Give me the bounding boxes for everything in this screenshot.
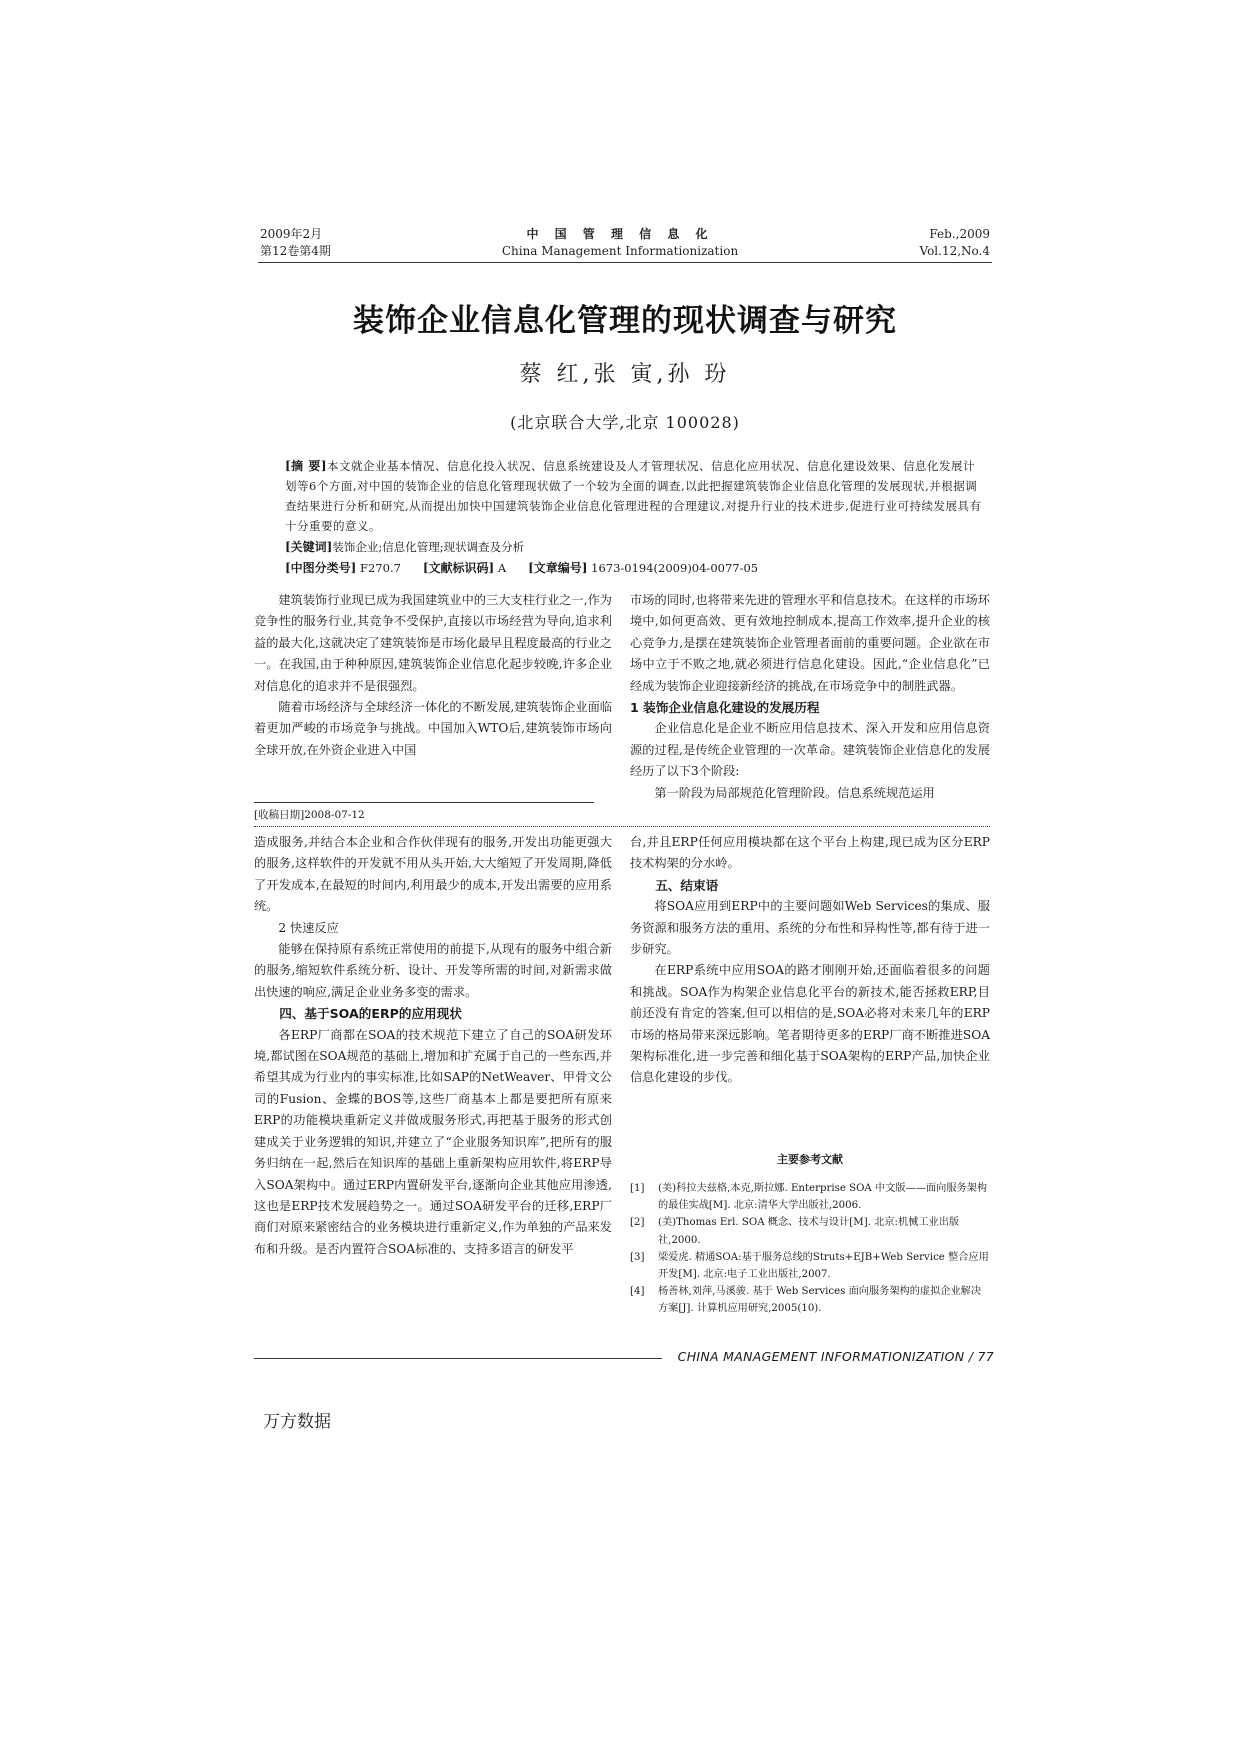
doc-code-value: A [497, 561, 507, 575]
reference-text: (美)Thomas Erl. SOA 概念、技术与设计[M]. 北京:机械工业出版社,2000. [658, 1217, 960, 1246]
section-1-paragraph-1: 企业信息化是企业不断应用信息技术、深入开发和应用信息资源的过程,是传统企业管理的一次革命。建筑装饰企业信息化的发展经历了以下3个阶段: [630, 721, 990, 779]
doc-code-label: [文献标识码] [422, 561, 495, 575]
section-heading-5: 五、结束语 [655, 877, 719, 893]
upper-left-column [254, 590, 612, 761]
header-left [260, 226, 331, 260]
classification-line [285, 558, 985, 578]
reference-item [630, 1283, 990, 1317]
intro-paragraph-3: 市场的同时,也将带来先进的管理水平和信息技术。在这样的市场环境中,如何更高效、更有效地控制成本,提高工作效率,提升企业的核心竞争力,是摆在建筑装饰企业管理者面前的重要问题。企业欲在市场中立于不败之地,就必须进行信息化建设。因此,“企业信息化”已经成为装饰企业迎接新经济的挑战,在市场竞争中的制胜武器。 [630, 593, 990, 693]
header-date: 2009年2月 [260, 227, 323, 241]
lower-right-column [630, 832, 990, 1089]
reference-number: [1] [630, 1183, 645, 1194]
reference-item [630, 1249, 990, 1283]
reference-number: [3] [630, 1251, 645, 1263]
paper-authors: 蔡 红,张 寅,孙 玢 [519, 362, 731, 387]
reference-text: 杨善林,刘萍,马溪骏. 基于 Web Services 面向服务架构的虚拟企业解决方案[J]. 计算机应用研究,2005(10). [658, 1286, 982, 1315]
abstract-text: 本文就企业基本情况、信息化投入状况、信息系统建设及人才管理状况、信息化应用状况、信息化建设效果、信息化发展计划等6个方面,对中国的装饰企业的信息化管理现状做了一个较为全面的调查,以此把握建筑装饰企业信息化管理的发展现状,并根据调查结果进行分析和研究,从而提出加快中国建筑装饰企业信息化管理进程的合理建议,对提升行业的技术进步,促进行业可持续发展具有十分重要的意义。 [285, 459, 982, 533]
references-list [630, 1180, 990, 1318]
page-footer [664, 1349, 994, 1364]
lower-left-column [254, 832, 612, 1260]
section-4-paragraph: 各ERP厂商都在SOA的技术规范下建立了自己的SOA研发环境,都试图在SOA规范的基础上,增加和扩充属于自己的一些东西,并希望其成为行业内的事实标准,比如SAP的NetWeaver、甲骨文公司的Fusion、金蝶的BOS等,这些厂商基本上都是要把所有原来ERP的功能模块重新定义并做成服务形式,再把基于服务的形式创建成关于业务逻辑的知识,并建立了“企业服务知识库”,把所有的服务归纳在一起,然后在知识库的基础上重新架构应用软件,将ERP导入SOA架构中。通过ERP内置研发平台,逐渐向企业其他应用渗透,这也是ERP技术发展趋势之一。通过SOA研发平台的迁移,ERP厂商们对原来紧密结合的业务模块进行重新定义,作为单独的产品来发布和升级。是否内置符合SOA标准的、支持多语言的研发平 [254, 1027, 612, 1256]
header-right [800, 226, 990, 260]
section-heading-1: 1 装饰企业信息化建设的发展历程 [630, 700, 820, 716]
keywords [285, 537, 985, 557]
reference-text: 梁爱虎. 精通SOA:基于服务总线的Struts+EJB+Web Service 整合应用开发[M]. 北京:电子工业出版社,2007. [658, 1251, 989, 1281]
upper-right-column [630, 590, 990, 804]
clc-label: [中图分类号] [285, 561, 357, 575]
subheading-quick-response: 2 快速反应 [278, 920, 339, 935]
header-journal-cn: 中 国 管 理 信 息 化 [526, 227, 714, 241]
header-volume: 第12卷第4期 [260, 244, 331, 258]
references-title: 主要参考文献 [777, 1153, 843, 1166]
abstract [285, 456, 985, 536]
intro-paragraph-2: 随着市场经济与全球经济一体化的不断发展,建筑装饰企业面临着更加严峻的市场竞争与挑战。中国加入WTO后,建筑装饰市场向全球开放,在外资企业进入中国 [254, 700, 612, 757]
page-number: / 77 [968, 1349, 994, 1364]
reference-item [630, 1180, 990, 1214]
paper-title: 装饰企业信息化管理的现状调查与研究 [353, 303, 897, 339]
footnote-rule [254, 802, 594, 803]
section-4-continued: 台,并且ERP任何应用模块都在这个平台上构建,现已成为区分ERP技术构架的分水岭。 [630, 835, 990, 871]
header-journal-en: China Management Informationization [501, 244, 739, 258]
watermark-text: 万方数据 [263, 1412, 331, 1432]
continued-paragraph: 造成服务,并结合本企业和合作伙伴现有的服务,开发出功能更强大的服务,这样软件的开发就不用从头开始,大大缩短了开发周期,降低了开发成本,在最短的时间内,利用最少的成本,开发出需要的应用系统。 [254, 835, 612, 914]
header-date-en: Feb.,2009 [929, 227, 990, 241]
footer-journal: CHINA MANAGEMENT INFORMATIONIZATION [677, 1349, 965, 1364]
header-volume-en: Vol.12,No.4 [919, 244, 990, 258]
footer-rule [254, 1358, 662, 1359]
header-rule [258, 262, 992, 263]
section-1-paragraph-2: 第一阶段为局部规范化管理阶段。信息系统规范运用 [654, 785, 935, 800]
reference-text: (美)科拉夫兹格,本克,斯拉娜. Enterprise SOA 中文版——面向服务架构的最佳实战[M]. 北京:清华大学出版社,2006. [658, 1183, 988, 1212]
page-break-rule [254, 826, 990, 827]
abstract-label: [摘 要] [285, 459, 328, 473]
article-no-label: [文章编号] [528, 561, 588, 575]
section-heading-4: 四、基于SOA的ERP的应用现状 [279, 1006, 462, 1022]
reference-item [630, 1214, 990, 1248]
received-date: [收稿日期]2008-07-12 [254, 809, 365, 821]
paper-affiliation: (北京联合大学,北京 100028) [510, 413, 740, 432]
keywords-text: 装饰企业;信息化管理;现状调查及分析 [332, 540, 525, 554]
conclusion-paragraph-1: 将SOA应用到ERP中的主要问题如Web Services的集成、服务资源和服务方法的重用、系统的分布性和异构性等,都有待于进一步研究。 [630, 899, 990, 957]
article-no-value: 1673-0194(2009)04-0077-05 [591, 561, 759, 575]
reference-number: [4] [630, 1286, 645, 1298]
intro-paragraph-1: 建筑装饰行业现已成为我国建筑业中的三大支柱行业之一,作为竞争性的服务行业,其竞争不受保护,直接以市场经营为导向,追求利益的最大化,这就决定了建筑装饰是市场化最早且程度最高的行业之一。在我国,由于种种原因,建筑装饰企业信息化起步较晚,许多企业对信息化的追求并不是很强烈。 [254, 593, 612, 693]
keywords-label: [关键词] [285, 540, 333, 554]
header-center [470, 226, 770, 260]
conclusion-paragraph-2: 在ERP系统中应用SOA的路才刚刚开始,还面临着很多的问题和挑战。SOA作为构架企业信息化平台的新技术,能否拯救ERP,目前还没有肯定的答案,但可以相信的是,SOA必将对未来几年的ERP市场的格局带来深远影响。笔者期待更多的ERP厂商不断推进SOA架构标准化,进一步完善和细化基于SOA架构的ERP产品,加快企业信息化建设的步伐。 [630, 963, 990, 1085]
clc-value: F270.7 [360, 561, 401, 575]
quick-response-paragraph: 能够在保持原有系统正常使用的前提下,从现有的服务中组合新的服务,缩短软件系统分析、设计、开发等所需的时间,对新需求做出快速的响应,满足企业业务多变的需求。 [254, 942, 612, 999]
reference-number: [2] [630, 1217, 645, 1229]
